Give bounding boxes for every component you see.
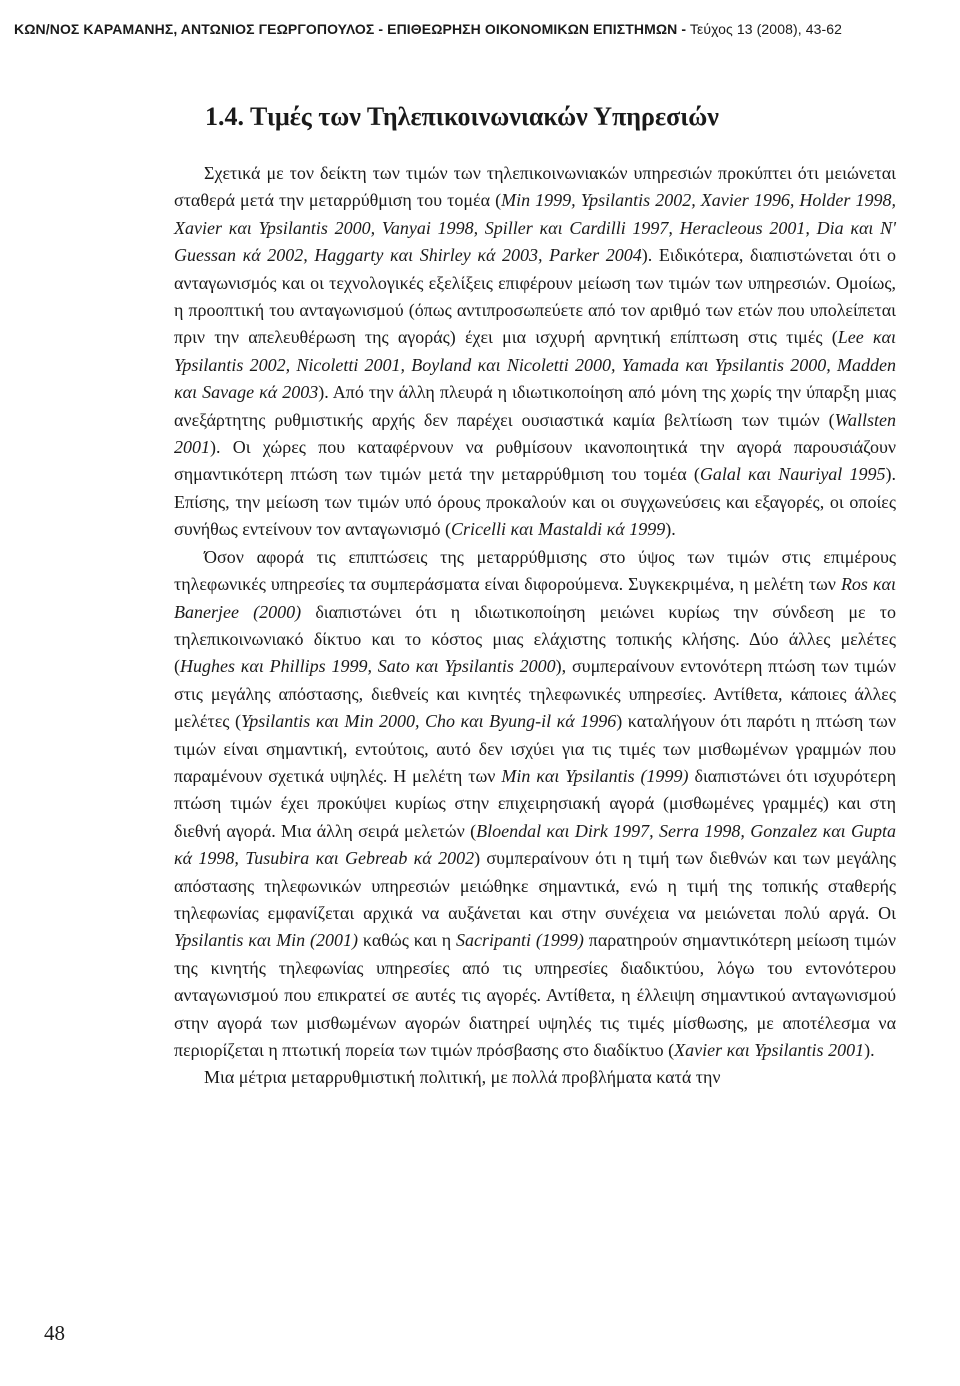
citation: Sacripanti (1999) — [456, 930, 584, 951]
paragraph-text: ). Οι χώρες που καταφέρνουν να ρυθμίσουν ικανοποιητικά την αγορά παρουσιάζουν σημαντικότερη πτώση των τιμών μετά την μεταρρύθμιση του τομέα ( — [174, 437, 896, 485]
paragraph-text: ). — [665, 519, 676, 540]
citation: Hughes και Phillips 1999, Sato και Ypsilantis 2000 — [180, 656, 556, 677]
citation: Xavier και Ypsilantis 2001 — [674, 1040, 865, 1060]
paragraph-text: διαπιστώνει ότι ισχυρότερη πτώση τιμών έχει προκύψει κυρίως στην επιχειρησιακή αγορά (μισθωμένες γραμμές) και στη διεθνή αγορά. Μια άλλη σειρά μελετών ( — [174, 765, 896, 841]
section-heading: 1.4. Τιμές των Τηλεπικοινωνιακών Υπηρεσιών — [205, 102, 719, 131]
citation: Ros και Banerjee (2000) — [174, 574, 897, 622]
running-header — [14, 20, 944, 38]
paragraph-text: ). Ειδικότερα, διαπιστώνεται ότι ο ανταγωνισμός και οι τεχνολογικές εξελίξεις επιφέρουν μείωση των τιμών των υπηρεσιών. Ομοίως, η προοπτική του ανταγωνισμού (όπως αντιπροσωπεύετε από τον αριθμό των ετών που υπολείπεται πριν την απελευθέρωση της αγοράς) έχει μια ισχυρή αρνητική επίπτωση στις τιμές ( — [174, 245, 896, 348]
paragraph-text: ) καταλήγουν ότι παρότι η πτώση των τιμών είναι σημαντική, εντούτοις, αυτό δεν ισχύει για τις τιμές των μισθωμένων γραμμών που παραμένουν σχετικά υψηλές. Η μελέτη των — [174, 711, 896, 786]
paragraph-text: καθώς και η — [358, 930, 457, 951]
paragraph-text: ). Από την άλλη πλευρά η ιδιωτικοποίηση από μόνη της χωρίς την ύπαρξη μιας ανεξάρτητης ρυθμιστικής αρχής δεν παρέχει ουσιαστικά καμία βελτίωση των τιμών ( — [174, 382, 896, 430]
running-header-issue: Τεύχος 13 (2008), 43-62 — [689, 21, 843, 37]
paragraph-text: Μια μέτρια μεταρρυθμιστική πολιτική, με πολλά προβλήματα κατά την — [204, 1067, 721, 1088]
citation: Cricelli και Mastaldi κά 1999 — [451, 519, 666, 540]
citation: Min και Ypsilantis (1999) — [501, 765, 689, 786]
body-text — [174, 160, 896, 1092]
citation: Wallsten 2001 — [174, 409, 896, 458]
running-header-title: ΚΩΝ/ΝΟΣ ΚΑΡΑΜΑΝΗΣ, ΑΝΤΩΝΙΟΣ ΓΕΩΡΓΟΠΟΥΛΟΣ - ΕΠΙΘΕΩΡΗΣΗ ΟΙΚΟΝΟΜΙΚΩΝ ΕΠΙΣΤΗΜΩΝ - — [14, 21, 687, 37]
paragraph — [174, 544, 896, 1065]
paragraph-text: Σχετικά με τον δείκτη των τιμών των τηλεπικοινωνιακών υπηρεσιών προκύπτει ότι μειώνεται σταθερά μετά την μεταρρύθμιση του τομέα ( — [174, 163, 896, 211]
paragraph-text: ), συμπεραίνουν εντονότερη πτώση των τιμών στις μεγάλης απόστασης, διεθνείς και κινητές τηλεφωνικές υπηρεσίες. Αντίθετα, κάποιες άλλες μελέτες ( — [174, 656, 896, 732]
citation: Galal και Nauriyal 1995 — [699, 464, 886, 485]
citation: Bloendal και Dirk 1997, Serra 1998, Gonzalez και Gupta κά 1998, Tusubira και Gebreab κά 2002 — [174, 820, 897, 869]
citation: Lee και Ypsilantis 2002, Nicoletti 2001, Boyland και Nicoletti 2000, Yamada και Ypsilantis 2000, Madden και Savage κά 2003 — [174, 327, 897, 403]
paragraph — [174, 160, 896, 544]
paragraph-text: ). — [864, 1040, 875, 1060]
paragraph-text: διαπιστώνει ότι η ιδιωτικοποίηση μειώνει κυρίως την σύνδεση με το τηλεπικοινωνιακό δίκτυο και το κόστος μιας ελάχιστης τοπικής κλήσης. Δύο άλλες μελέτες ( — [174, 601, 896, 677]
paragraph-text: ). Επίσης, την μείωση των τιμών υπό όρους προκαλούν και οι συγχωνεύσεις και εξαγορές, οι οποίες συνήθως εντείνουν τον ανταγωνισμό ( — [174, 464, 896, 540]
page-number: 48 — [44, 1321, 65, 1345]
paragraph-text: παρατηρούν σημαντικότερη μείωση τιμών της κινητής τηλεφωνίας υπηρεσίες από τις υπηρεσίες διαδικτύου, λόγω του εντονότερου ανταγωνισμού που επικρατεί σε αυτές τις αγορές. Αντίθετα, η έλλειψη σημαντικού ανταγωνισμού στην αγορά των μισθωμένων αγορών διατηρεί υψηλές τις τιμές μίσθωσης, με αποτέλεσμα να περιορίζεται η πτωτική πορεία των τιμών πρόσβασης στο διαδίκτυο ( — [174, 930, 896, 1060]
citation: Ypsilantis και Min 2000, Cho και Byung-il κά 1996 — [240, 711, 617, 732]
citation: Min 1999, Ypsilantis 2002, Xavier 1996, Holder 1998, Xavier και Ypsilantis 2000, Vanyai 1998, Spiller και Cardilli 1997, Heracleous 2001, Dia και N' Guessan κά 2002, Haggarty και Shirley κά 2003, Parker 2004 — [174, 190, 896, 266]
paragraph-text: ) συμπεραίνουν ότι η τιμή των διεθνών και των μεγάλης απόστασης τηλεφωνικών υπηρεσιών μειώθηκε σημαντικά, ενώ η τιμή της τοπικής σταθερής τηλεφωνίας εμφανίζεται αρχικά να αυξάνεται και στην συνέχεια να μειώνεται πολύ αργά. Οι — [174, 848, 896, 923]
paragraph — [174, 1064, 896, 1091]
citation: Ypsilantis και Min (2001) — [174, 930, 359, 951]
paragraph-text: Όσον αφορά τις επιπτώσεις της μεταρρύθμισης στο ύψος των τιμών στις επιμέρους τηλεφωνικές υπηρεσίες τα συμπεράσματα είναι διφορούμενα. Συγκεκριμένα, η μελέτη των — [174, 546, 896, 595]
